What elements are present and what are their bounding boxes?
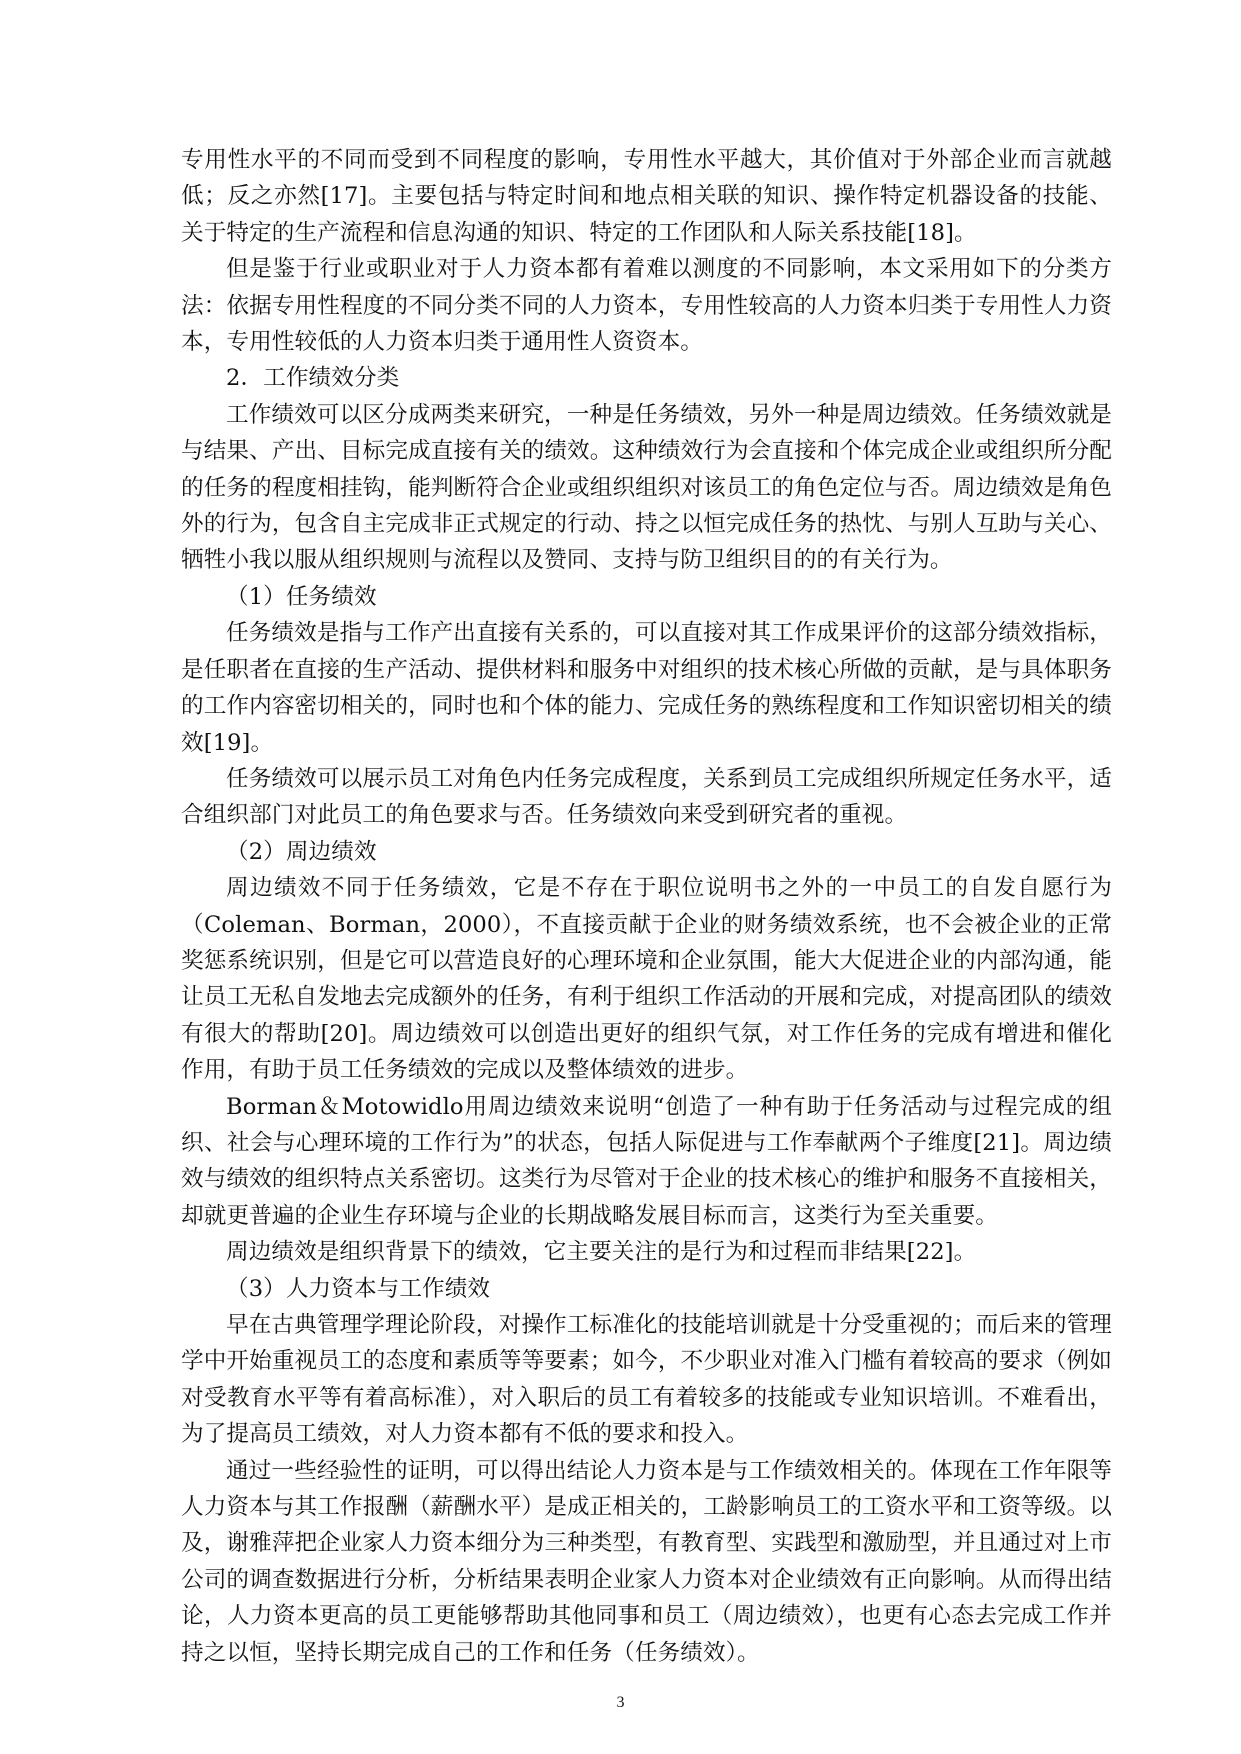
paragraph: 专用性水平的不同而受到不同程度的影响，专用性水平越大，其价值对于外部企业而言就越低；反之亦然[17]。主要包括与特定时间和地点相关联的知识、操作特定机器设备的技能、关于特定的生产流程和信息沟通的知识、特定的工作团队和人际关系技能[18]。 xyxy=(181,147,1112,246)
paragraph: 但是鉴于行业或职业对于人力资本都有着难以测度的不同影响，本文采用如下的分类方法：依据专用性程度的不同分类不同的人力资本，专用性较高的人力资本归类于专用性人力资本，专用性较低的人力资本归类于通用性人资资本。 xyxy=(181,256,1112,356)
subsection-heading: （2）周边绩效 xyxy=(226,838,377,865)
paragraph: 早在古典管理学理论阶段，对操作工标准化的技能培训就是十分受重视的；而后来的管理学中开始重视员工的态度和素质等等要素；如今，不少职业对准入门槛有着较高的要求（例如对受教育水平等有着高标准），对入职后的员工有着较多的技能或专业知识培训。不难看出，为了提高员工绩效，对人力资本都有不低的要求和投入。 xyxy=(181,1312,1112,1448)
paragraph: 周边绩效不同于任务绩效，它是不存在于职位说明书之外的一中员工的自发自愿行为（Coleman、Borman，2000），不直接贡献于企业的财务绩效系统，也不会被企业的正常奖惩系统识别，但是它可以营造良好的心理环境和企业氛围，能大大促进企业的内部沟通，能让员工无私自发地去完成额外的任务，有利于组织工作活动的开展和完成，对提高团队的绩效有很大的帮助[20]。周边绩效可以创造出更好的组织气氛，对工作任务的完成有增进和催化作用，有助于员工任务绩效的完成以及整体绩效的进步。 xyxy=(181,875,1112,1084)
paragraph: 通过一些经验性的证明，可以得出结论人力资本是与工作绩效相关的。体现在工作年限等人力资本与其工作报酬（薪酬水平）是成正相关的，工龄影响员工的工资水平和工资等级。以及，谢雅萍把企业家人力资本细分为三种类型，有教育型、实践型和激励型，并且通过对上市公司的调查数据进行分析，分析结果表明企业家人力资本对企业绩效有正向影响。从而得出结论，人力资本更高的员工更能够帮助其他同事和员工（周边绩效），也更有心态去完成工作并持之以恒，坚持长期完成自己的工作和任务（任务绩效）。 xyxy=(181,1457,1112,1666)
section-heading: 2．工作绩效分类 xyxy=(226,365,400,392)
page-number: 3 xyxy=(616,1694,625,1711)
document-body xyxy=(181,142,1112,1671)
subsection-heading: （1）任务绩效 xyxy=(226,583,377,610)
paragraph: 工作绩效可以区分成两类来研究，一种是任务绩效，另外一种是周边绩效。任务绩效就是与结果、产出、目标完成直接有关的绩效。这种绩效行为会直接和个体完成企业或组织所分配的任务的程度相挂钩，能判断符合企业或组织组织对该员工的角色定位与否。周边绩效是角色外的行为，包含自主完成非正式规定的行动、持之以恒完成任务的热忱、与别人互助与关心、牺牲小我以服从组织规则与流程以及赞同、支持与防卫组织目的的有关行为。 xyxy=(181,401,1112,574)
paragraph: Borman＆Motowidlo用周边绩效来说明“创造了一种有助于任务活动与过程完成的组织、社会与心理环境的工作行为”的状态，包括人际促进与工作奉献两个子维度[21]。周边绩效与绩效的组织特点关系密切。这类行为尽管对于企业的技术核心的维护和服务不直接相关，却就更普遍的企业生存环境与企业的长期战略发展目标而言，这类行为至关重要。 xyxy=(181,1093,1112,1229)
subsection-heading: （3）人力资本与工作绩效 xyxy=(226,1275,491,1302)
paragraph: 周边绩效是组织背景下的绩效，它主要关注的是行为和过程而非结果[22]。 xyxy=(226,1239,977,1266)
paragraph: 任务绩效可以展示员工对角色内任务完成程度，关系到员工完成组织所规定任务水平，适合组织部门对此员工的角色要求与否。任务绩效向来受到研究者的重视。 xyxy=(181,765,1112,829)
paragraph: 任务绩效是指与工作产出直接有关系的，可以直接对其工作成果评价的这部分绩效指标，是任职者在直接的生产活动、提供材料和服务中对组织的技术核心所做的贡献，是与具体职务的工作内容密切相关的，同时也和个体的能力、完成任务的熟练程度和工作知识密切相关的绩效[19]。 xyxy=(181,620,1112,756)
